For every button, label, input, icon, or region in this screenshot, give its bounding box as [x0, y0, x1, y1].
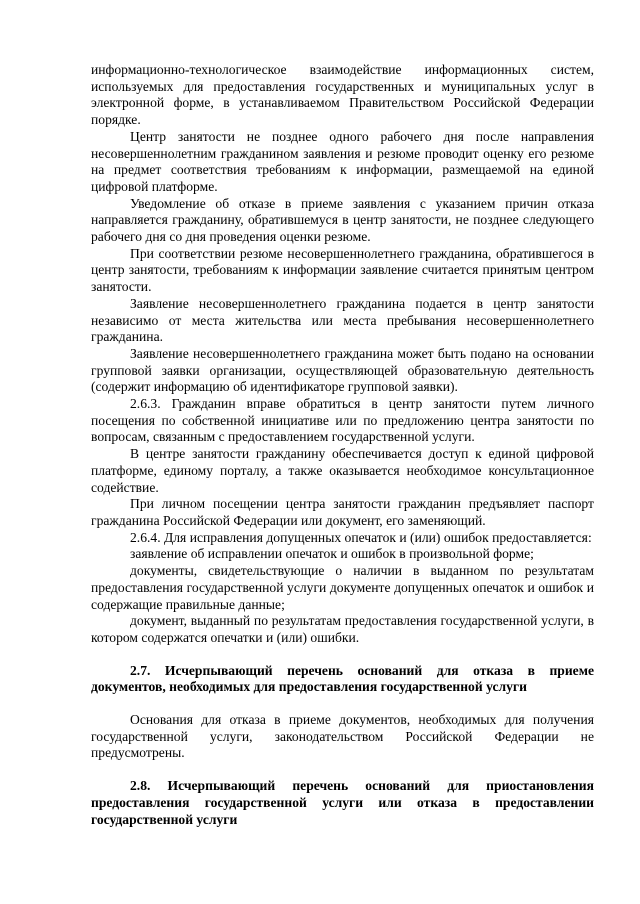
paragraph-10: 2.6.4. Для исправления допущенных опечаток и (или) ошибок предоставляется: [130, 529, 592, 545]
paragraph-13: документ, выданный по результатам предоставления государственной услуги, в котором содержатся опечатки и (или) ошибки. [91, 613, 594, 645]
section-2-8-heading: 2.8. Исчерпывающий перечень оснований для приостановления предоставления государственной услуги или отказа в предоставлении государственной услуги [91, 778, 594, 827]
section-2-7-heading: 2.7. Исчерпывающий перечень оснований для отказа в приеме документов, необходимых для предоставления государственной услуги [91, 662, 594, 695]
paragraph-2: Центр занятости не позднее одного рабочего дня после направления несовершеннолетним гражданином заявления и резюме проводит оценку его резюме на предмет соответствия требованиям к информации, размещаемой на единой цифровой платформе. [91, 128, 594, 194]
paragraph-5: Заявление несовершеннолетнего гражданина подается в центр занятости независимо от места жительства или места пребывания несовершеннолетнего гражданина. [91, 295, 594, 345]
paragraph-8: В центре занятости гражданину обеспечивается доступ к единой цифровой платформе, единому порталу, а также оказывается необходимое консультационное содействие. [91, 446, 594, 495]
section-2-7-text: Основания для отказа в приеме документов, необходимых для получения государственной услуги, законодательством Российской Федерации не предусмотрены. [91, 712, 594, 761]
paragraph-1: информационно-технологическое взаимодействие информационных систем, используемых для предоставления государственных и муниципальных услуг в электронной форме, в устанавливаемом Правительством Российской Федерации порядке. [91, 62, 594, 128]
paragraph-7: 2.6.3. Гражданин вправе обратиться в центр занятости путем личного посещения по собственной инициативе или по предложению центра занятости по вопросам, связанным с предоставлением государственной услуги. [91, 396, 594, 445]
paragraph-6: Заявление несовершеннолетнего гражданина может быть подано на основании групповой заявки организации, осуществляющей образовательную деятельность (содержит информацию об идентификаторе групповой заявки). [91, 345, 594, 395]
paragraph-11: заявление об исправлении опечаток и ошибок в произвольной форме; [130, 546, 534, 562]
paragraph-12: документы, свидетельствующие о наличии в выданном по результатам предоставления государственной услуги документе допущенных опечаток и ошибок и содержащие правильные данные; [91, 563, 594, 612]
paragraph-9: При личном посещении центра занятости гражданин предъявляет паспорт гражданина Российской Федерации или документ, его заменяющий. [91, 496, 594, 528]
paragraph-3: Уведомление об отказе в приеме заявления с указанием причин отказа направляется гражданину, обратившемуся в центр занятости, не позднее следующего рабочего дня со дня проведения оценки резюме. [91, 195, 594, 245]
paragraph-4: При соответствии резюме несовершеннолетнего гражданина, обратившегося в центр занятости, требованиям к информации заявление считается принятым центром занятости. [91, 245, 594, 295]
